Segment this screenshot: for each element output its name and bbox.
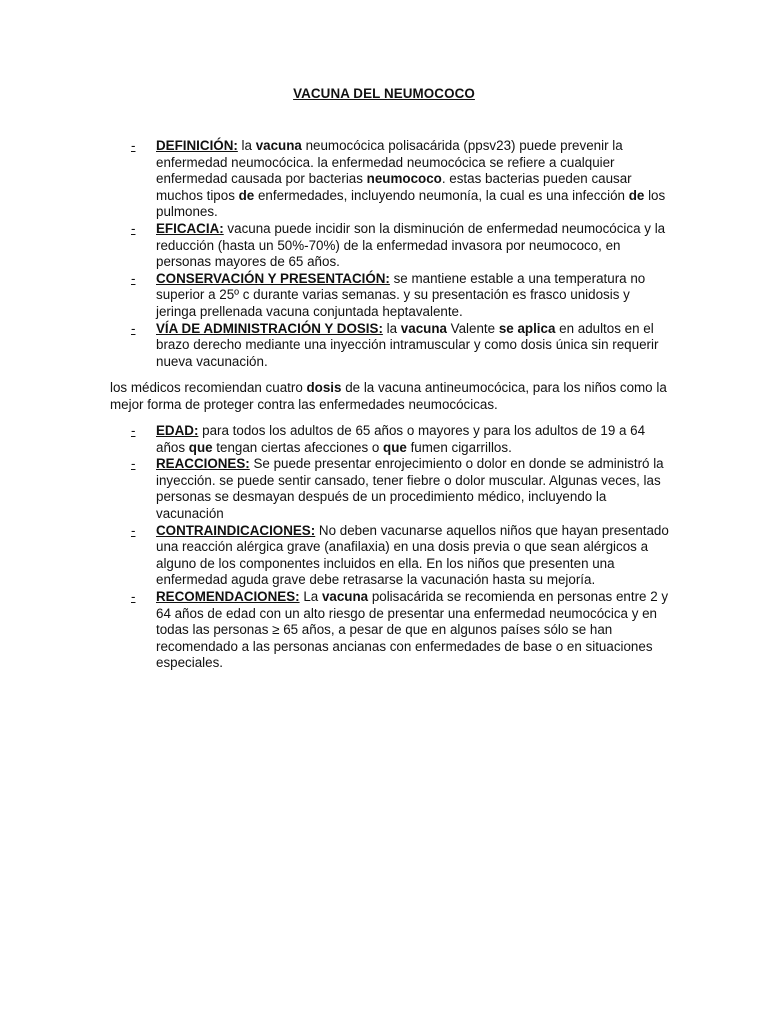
item-text: vacuna puede incidir son la disminución de enfermedad neumocócica y la reducción (hasta un 50%-70%) de la enfermedad invasora por neumococo, en personas mayores de 65 años.: [156, 220, 666, 270]
para-text: los médicos recomiendan cuatro: [110, 380, 307, 395]
item-heading: EDAD:: [156, 423, 199, 438]
list-item-recomendaciones: [131, 589, 671, 672]
item-text: Valente: [446, 320, 499, 336]
list-item-definicion: [131, 138, 671, 221]
bullet-dash: -: [131, 423, 136, 438]
bullet-dash: -: [131, 270, 136, 286]
item-text: la: [382, 320, 401, 336]
item-text: fumen cigarrillos.: [406, 439, 512, 455]
bullet-dash: -: [131, 588, 136, 604]
item-heading: RECOMENDACIONES:: [156, 588, 300, 604]
item-bold: de: [238, 187, 255, 203]
properties-list: [131, 138, 671, 370]
item-text: la: [237, 138, 256, 153]
item-bold: neumococo: [366, 171, 442, 187]
list-item-reacciones: [131, 456, 671, 522]
item-bold: que: [188, 439, 213, 455]
item-heading: VÍA DE ADMINISTRACIÓN Y DOSIS:: [156, 320, 383, 336]
list-item-eficacia: [131, 221, 671, 271]
item-text: enfermedades, incluyendo neumonía, la cual es una infección: [254, 187, 629, 203]
item-bold: de: [628, 187, 645, 203]
list-item-via-administracion: [131, 321, 671, 371]
para-bold: dosis: [306, 380, 342, 395]
item-text: tengan ciertas afecciones o: [212, 439, 384, 455]
item-heading: REACCIONES:: [156, 456, 250, 472]
bullet-dash: -: [131, 138, 136, 153]
item-heading: DEFINICIÓN:: [156, 138, 238, 153]
item-text: neumocócica polisacárida (ppsv23) puede prevenir la enfermedad neumocócica. la enfermedad neumocócica se refiere a cualquier enfermedad causada por bacterias: [156, 138, 623, 187]
item-text: en adultos en el brazo derecho mediante una inyección intramuscular y como dosis única sin requerir nueva vacunación.: [156, 320, 659, 369]
item-text: los pulmones.: [156, 187, 666, 220]
list-item-conservacion: [131, 271, 671, 321]
bullet-dash: -: [131, 320, 136, 336]
item-bold: vacuna: [400, 320, 447, 336]
list-item-contraindicaciones: [131, 523, 671, 589]
item-bold: vacuna: [255, 138, 302, 153]
para-text: de la vacuna antineumocócica, para los niños como la mejor forma de proteger contra las enfermedades neumocócicas.: [110, 380, 667, 412]
item-bold: vacuna: [321, 588, 369, 604]
item-bold: que: [383, 439, 407, 455]
usage-list: [131, 423, 671, 672]
list-item-edad: [131, 423, 671, 456]
bullet-dash: -: [131, 456, 136, 472]
item-text: polisacárida se recomienda en personas entre 2 y 64 años de edad con un alto riesgo de presentar una enfermedad neumocócica y en todas las personas ≥ 65 años, a pesar de que en algunos países sólo se han recomendado a las personas ancianas con enfermedades de base o en situaciones especiales.: [156, 588, 669, 671]
bullet-dash: -: [131, 522, 136, 538]
item-text: No deben vacunarse aquellos niños que hayan presentado una reacción alérgica grave (anafilaxia) en una dosis previa o que sean alérgicos a alguno de los componentes incluidos en ella. En los niños que presenten una enfermedad aguda grave debe retrasarse la vacunación hasta su mejoría.: [156, 522, 669, 588]
item-heading: CONSERVACIÓN Y PRESENTACIÓN:: [156, 270, 390, 286]
item-heading: CONTRAINDICACIONES:: [156, 522, 316, 538]
item-bold: se aplica: [498, 320, 556, 336]
item-text: se mantiene estable a una temperatura no superior a 25º c durante varias semanas. y su presentación es frasco unidosis y jeringa prellenada vacuna conjuntada heptavalente.: [156, 270, 646, 319]
item-heading: EFICACIA:: [156, 220, 224, 236]
item-text: para todos los adultos de 65 años o mayores y para los adultos de 19 a 64 años: [156, 423, 646, 455]
bullet-dash: -: [131, 220, 136, 236]
item-text: La: [299, 588, 322, 604]
document-title: VACUNA DEL NEUMOCOCO: [293, 86, 475, 101]
item-text: Se puede presentar enrojecimiento o dolor en donde se administró la inyección. se puede sentir cansado, tener fiebre o dolor muscular. Algunas veces, las personas se desmayan después de un procedimiento médico, incluyendo la vacunación: [156, 456, 664, 521]
body-paragraph: [110, 380, 690, 413]
item-text: . estas bacterias pueden causar muchos tipos: [156, 171, 632, 203]
